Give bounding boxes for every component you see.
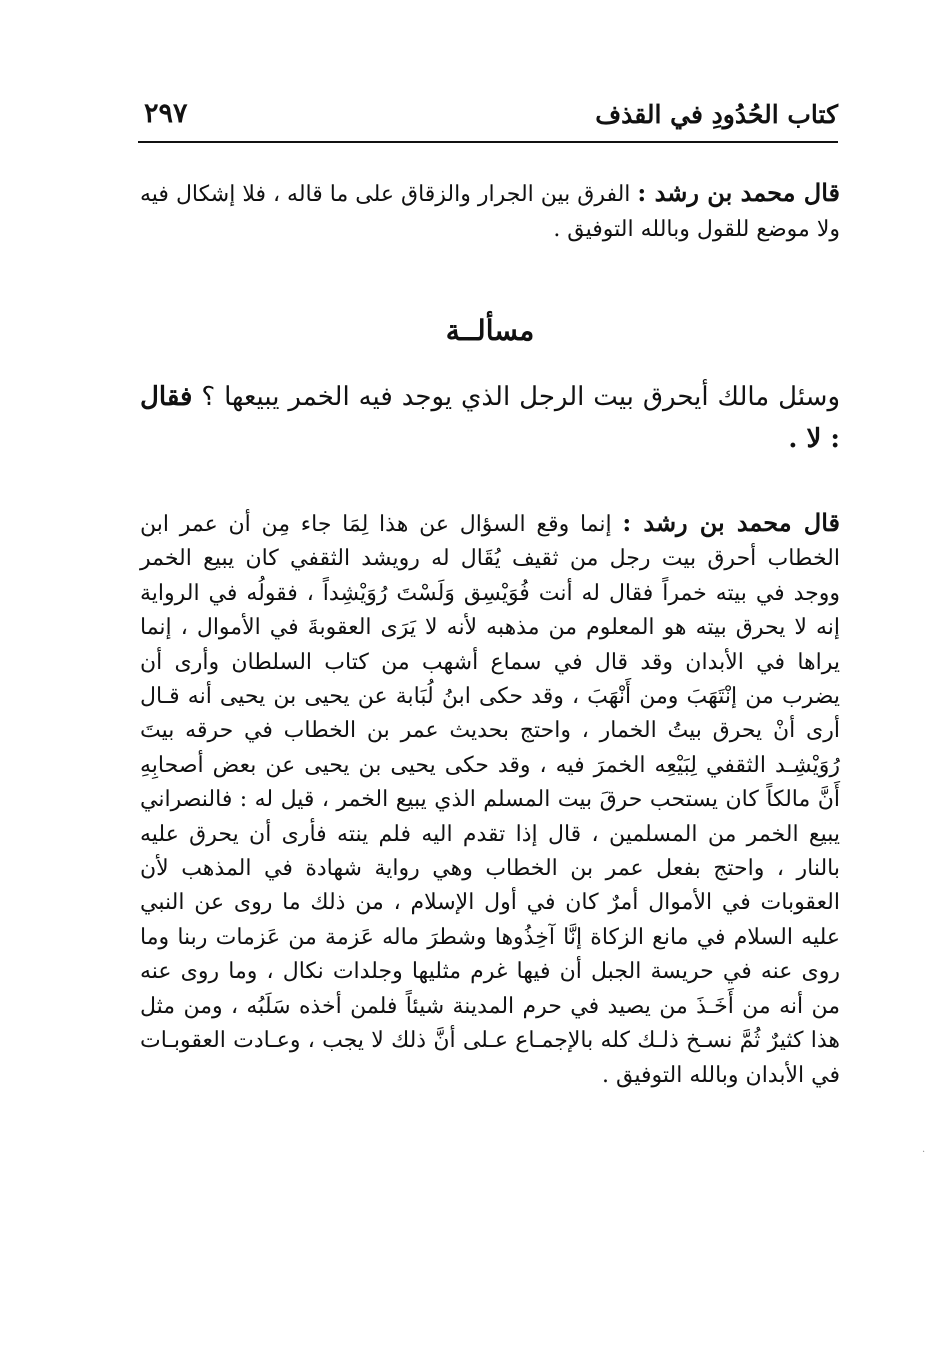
header-divider [138,141,838,143]
commentary-text-1: الفرق بين الجرار والزقاق على ما قاله ، فلا إشكال فيه ولا موضع للقول وبالله التوفيق . [140,182,840,242]
page-number: ٢٩٧ [144,98,188,129]
commentary-paragraph-2 [140,506,840,1093]
answer-text: فقال : لا . [140,382,840,454]
section-title: مسألــة [445,314,535,347]
question-block [140,376,840,460]
commentary-lead-1: قال محمد بن رشد : [637,178,841,207]
scan-speck-decoration: · [922,1147,926,1158]
commentary-paragraph-1 [140,176,840,247]
commentary-text-2: إنما وقع السؤال عن هذا لِمَا جاء مِن أن عمر ابن الخطاب أحرق بيت رجل من ثقيف يُقَال له رويشد الثقفي كان يبيع الخمر ووجد في بيته خمراً فقال له أنت فُوَيْسِق وَلَسْتَ رُوَيْشِداً ، فقولُه في الرواية إنه لا يحرق بيته هو المعلوم من مذهبه لأنه لا يَرَى العقوبةَ في الأموال ، إنما يراها في الأبدان وقد قال في سماع أشهب من كتاب السلطان وأرى أن يضرب من إنْتَهَبَ ومن أَنْهَبَ ، وقد حكى ابنُ لُبَابة عن يحيى بن يحيى أنه قـال أرى أنْ يحرق بيتُ الخمار ، واحتج بحديث عمر بن الخطاب في حرقه بيتَ رُوَيْشِـد الثقفي لِبَيْعِه الخمرَ فيه ، وقد حكى يحيى بن يحيى عن بعض أصحابِهِ أَنَّ مالكاً كان يستحب حرقَ بيت المسلم الذي يبيع الخمر ، قيل له : فالنصراني يبيع الخمر من المسلمين ، قال إذا تقدم اليه فلم ينته فأرى أن يحرق عليه بالنار ، واحتج بفعل عمر بن الخطاب وهي رواية شهادة في المذهب لأن العقوبات في الأموال أمرٌ كان في أول الإسلام ، من ذلك ما روى عن النبي عليه السلام في مانع الزكاة إنَّا آخِذُوها وشطرَ ماله عَزمة من عَزمات ربنا وما روى عنه في حريسة الجبل أن فيها غرم مثليها وجلدات نكال ، وما روى عنه من أنه من أَخَـذَ من يصيد في حرم المدينة شيئاً فلمن أخذه سَلَبُه ، ومن مثل هذا كثيرٌ ثُمَّ نسـخ ذلـك كله بالإجمـاع عـلى أنَّ ذلك لا يجب ، وعـادت العقوبـات في الأبدان وبالله التوفيق . [140,512,841,1088]
running-title: كتاب الحُدُودِ في القذف [595,100,838,129]
page-header [138,96,838,142]
commentary-lead-2: قال محمد بن رشد : [622,508,840,537]
question-text: وسئل مالك أيحرق بيت الرجل الذي يوجد فيه الخمر يبيعها ؟ [201,382,841,412]
